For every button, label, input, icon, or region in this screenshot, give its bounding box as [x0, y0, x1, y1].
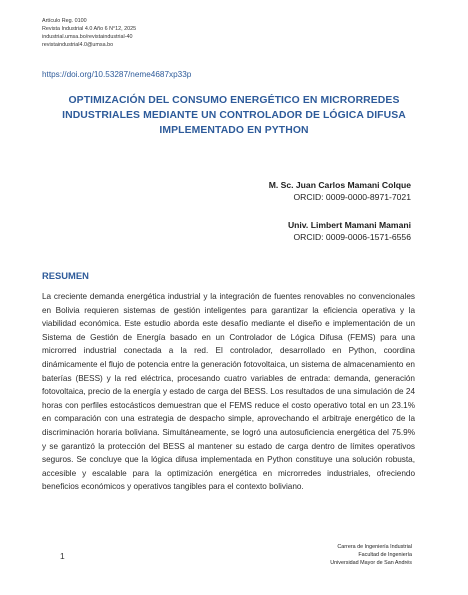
- footer-line: Facultad de Ingeniería: [358, 552, 412, 558]
- journal-url: industrial.umsa.bo/revistaindustrial-40: [42, 34, 133, 40]
- article-reg: Artículo Reg. 0100: [42, 18, 87, 24]
- journal-issue: Revista Industrial 4.0 Año 6 N°12, 2025: [42, 26, 137, 32]
- author-name: Univ. Limbert Mamani Mamani: [287, 220, 411, 230]
- author-name: M. Sc. Juan Carlos Mamani Colque: [268, 180, 411, 190]
- title-line: OPTIMIZACIÓN DEL CONSUMO ENERGÉTICO EN MICRORREDES: [68, 95, 400, 106]
- author-block: [288, 219, 411, 243]
- author-orcid: ORCID: 0009-0006-1571-6556: [293, 232, 411, 242]
- doi-link[interactable]: https://doi.org/10.53287/neme4687xp33p: [42, 70, 192, 79]
- page-number: 1: [60, 551, 65, 561]
- title-line: INDUSTRIALES MEDIANTE UN CONTROLADOR DE LÓGICA DIFUSA: [62, 110, 406, 121]
- abstract-heading: RESUMEN: [42, 270, 89, 281]
- header-meta: [42, 17, 136, 49]
- footer-line: Carrera de Ingeniería Industrial: [337, 544, 412, 550]
- footer-line: Universidad Mayor de San Andrés: [330, 560, 412, 566]
- abstract-text: La creciente demanda energética industrial y la integración de fuentes renovables no convencionales en Bolivia requieren sistemas de gestión inteligentes para garantizar la eficiencia operativa y la viabilidad económica. Este estudio aborda este desafío mediante el diseño e implementación de un Sistema de Gestión de Energía basado en un Controlador de Lógica Difusa (FEMS) para una microrred industrial conectada a la red. El controlador, desarrollado en Python, coordina dinámicamente el flujo de potencia entre la generación fotovoltaica, un sistema de almacenamiento en baterías (BESS) y la red eléctrica, procesando cuatro variables de entrada: demanda, generación fotovoltaica, precio de la energía y estado de carga del BESS. Los resultados de una simulación de 24 horas con perfiles estocásticos demuestran que el FEMS reduce el costo operativo total en un 23.1% en comparación con una estrategia de despacho simple, aprovechando el arbitraje energético de la discriminación horaria boliviana. Simultáneamente, se logró una autosuficiencia energética del 75.9% y se garantizó la protección del BESS al mantener su estado de carga dentro de límites operativos seguros. Se concluye que la lógica difusa implementada en Python constituye una solución robusta, accesible y escalable para la optimización energética en microrredes industriales, ofreciendo beneficios económicos y operativos tangibles para el contexto boliviano.: [42, 292, 415, 492]
- paper-title: [30, 93, 438, 138]
- title-line: IMPLEMENTADO EN PYTHON: [159, 125, 309, 136]
- footer-institution: [330, 543, 412, 567]
- author-orcid: ORCID: 0009-0000-8971-7021: [293, 192, 411, 202]
- author-block: [269, 179, 411, 203]
- journal-email: revistaindustrial4.0@umsa.bo: [42, 42, 114, 48]
